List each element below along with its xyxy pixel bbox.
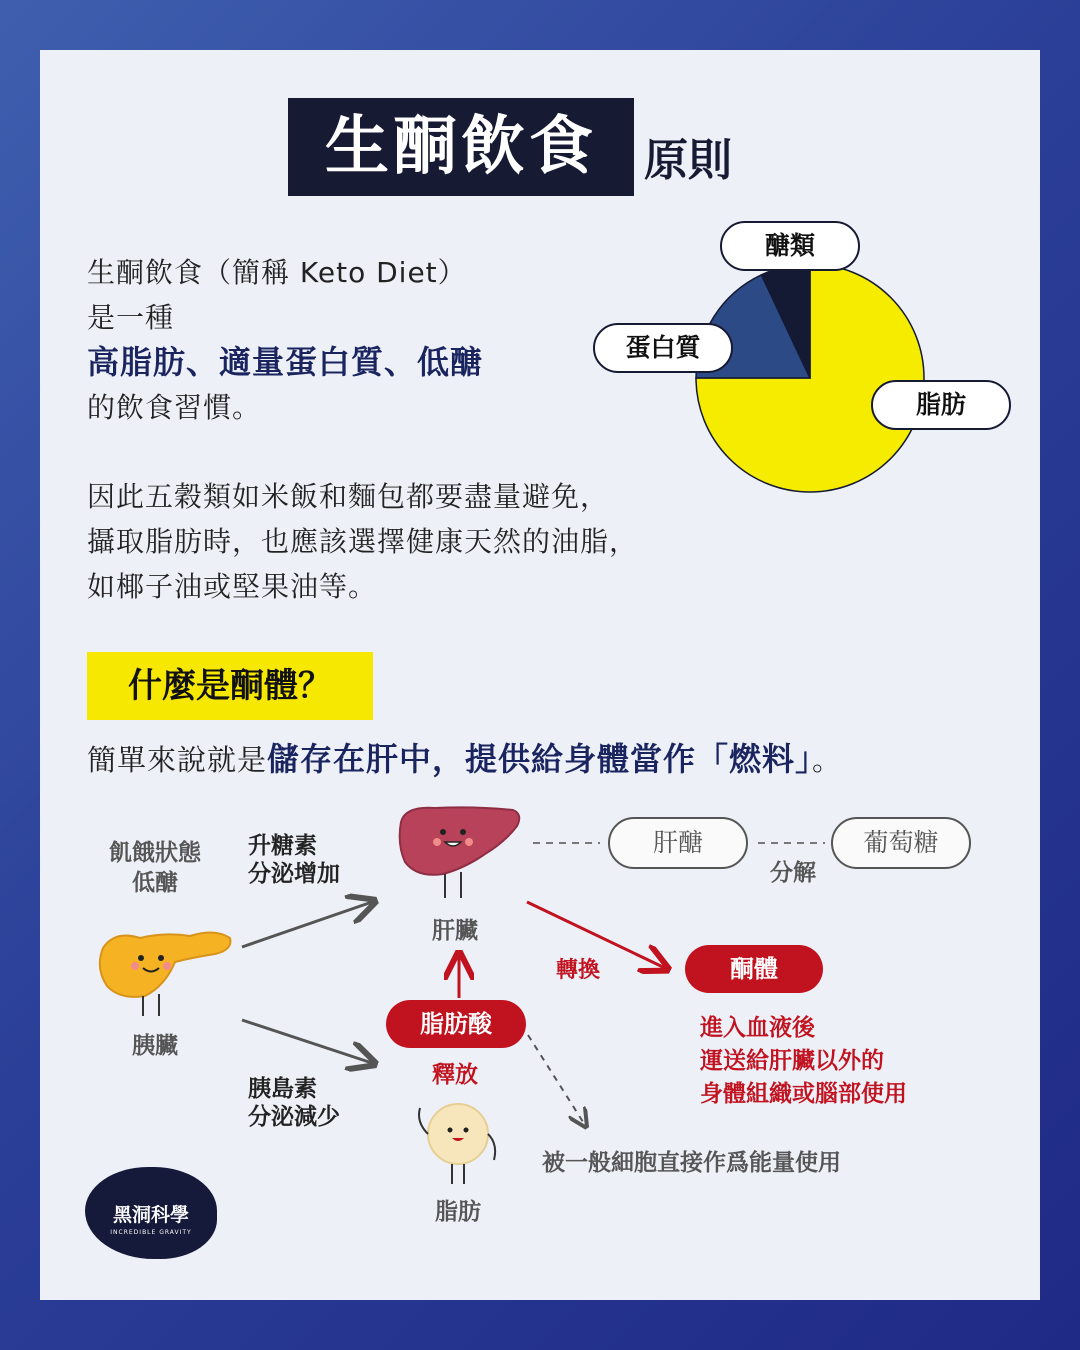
cell-use-label: 被一般細胞直接作爲能量使用: [542, 1150, 841, 1176]
brand-logo: [85, 1167, 217, 1259]
glucagon-label: [248, 832, 340, 888]
hunger-label: [95, 838, 215, 898]
title-rest: 原則: [644, 135, 732, 186]
pancreas-illustration: [95, 928, 235, 1018]
pancreas-label: 胰臟: [132, 1033, 178, 1059]
convert-label: 轉換: [556, 958, 601, 983]
release-label: 釋放: [432, 1062, 478, 1088]
subtitle-plain-1: 簡單來說就是: [87, 743, 268, 777]
ketone-pill: 酮體: [685, 945, 823, 993]
ketone-use-line-1: 進入血液後: [700, 1015, 815, 1041]
glucagon-line-1: 升糖素: [248, 833, 317, 859]
diagram-arrows: [40, 50, 1040, 1300]
insulin-line-1: 胰島素: [248, 1076, 317, 1102]
hunger-line-1: 飢餓狀態: [109, 840, 201, 866]
fat-label: 脂肪: [435, 1199, 481, 1225]
intro-line-1: 生酮飲食（簡稱 Keto Diet）: [87, 256, 467, 289]
pie-label-protein: 蛋白質: [593, 323, 733, 373]
title-main: 生酮飲食: [288, 98, 634, 196]
brand-logo-sub: INCREDIBLE GRAVITY: [110, 1229, 192, 1236]
subtitle-bold: 儲存在肝中，提供給身體當作「燃料」: [267, 740, 813, 778]
arrow-to-fat: [242, 1020, 372, 1063]
ketone-use: [700, 1012, 907, 1111]
ketone-use-line-2: 運送給肝臟以外的: [700, 1048, 884, 1074]
liver-label: 肝臟: [432, 918, 478, 944]
section-title: 什麼是酮體？: [87, 652, 373, 720]
intro-line-2: 是一種: [87, 301, 175, 334]
pie-label-fat: 脂肪: [871, 380, 1011, 430]
arrow-to-liver: [242, 902, 372, 947]
infographic-card: [40, 50, 1040, 1300]
insulin-label: [248, 1075, 340, 1131]
liver-illustration: [395, 802, 525, 902]
subtitle-plain-2: 。: [812, 743, 843, 777]
glucose-pill: 葡萄糖: [831, 817, 971, 869]
hunger-line-2: 低醣: [132, 870, 178, 896]
grain-line-1: 因此五穀類如米飯和麵包都要盡量避免，: [87, 480, 610, 513]
pie-label-carbs: 醣類: [720, 221, 860, 271]
fat-cell-illustration: [408, 1100, 508, 1190]
breakdown-label: 分解: [770, 860, 816, 886]
intro-line-4: 的飲食習慣。: [87, 391, 262, 424]
arrow-fattyacid-cells: [528, 1035, 585, 1125]
glycogen-pill: 肝醣: [608, 817, 748, 869]
glucagon-line-2: 分泌增加: [248, 861, 340, 887]
intro-highlight: 高脂肪、適量蛋白質、低醣: [87, 343, 484, 381]
insulin-line-2: 分泌減少: [248, 1104, 340, 1130]
grain-line-2: 攝取脂肪時，也應該選擇健康天然的油脂，: [87, 525, 639, 558]
grain-line-3: 如椰子油或堅果油等。: [87, 570, 378, 603]
ketone-use-line-3: 身體組織或腦部使用: [700, 1081, 907, 1107]
fatty-acid-pill: 脂肪酸: [386, 1000, 526, 1048]
brand-logo-name: 黑洞科學: [112, 1204, 189, 1226]
